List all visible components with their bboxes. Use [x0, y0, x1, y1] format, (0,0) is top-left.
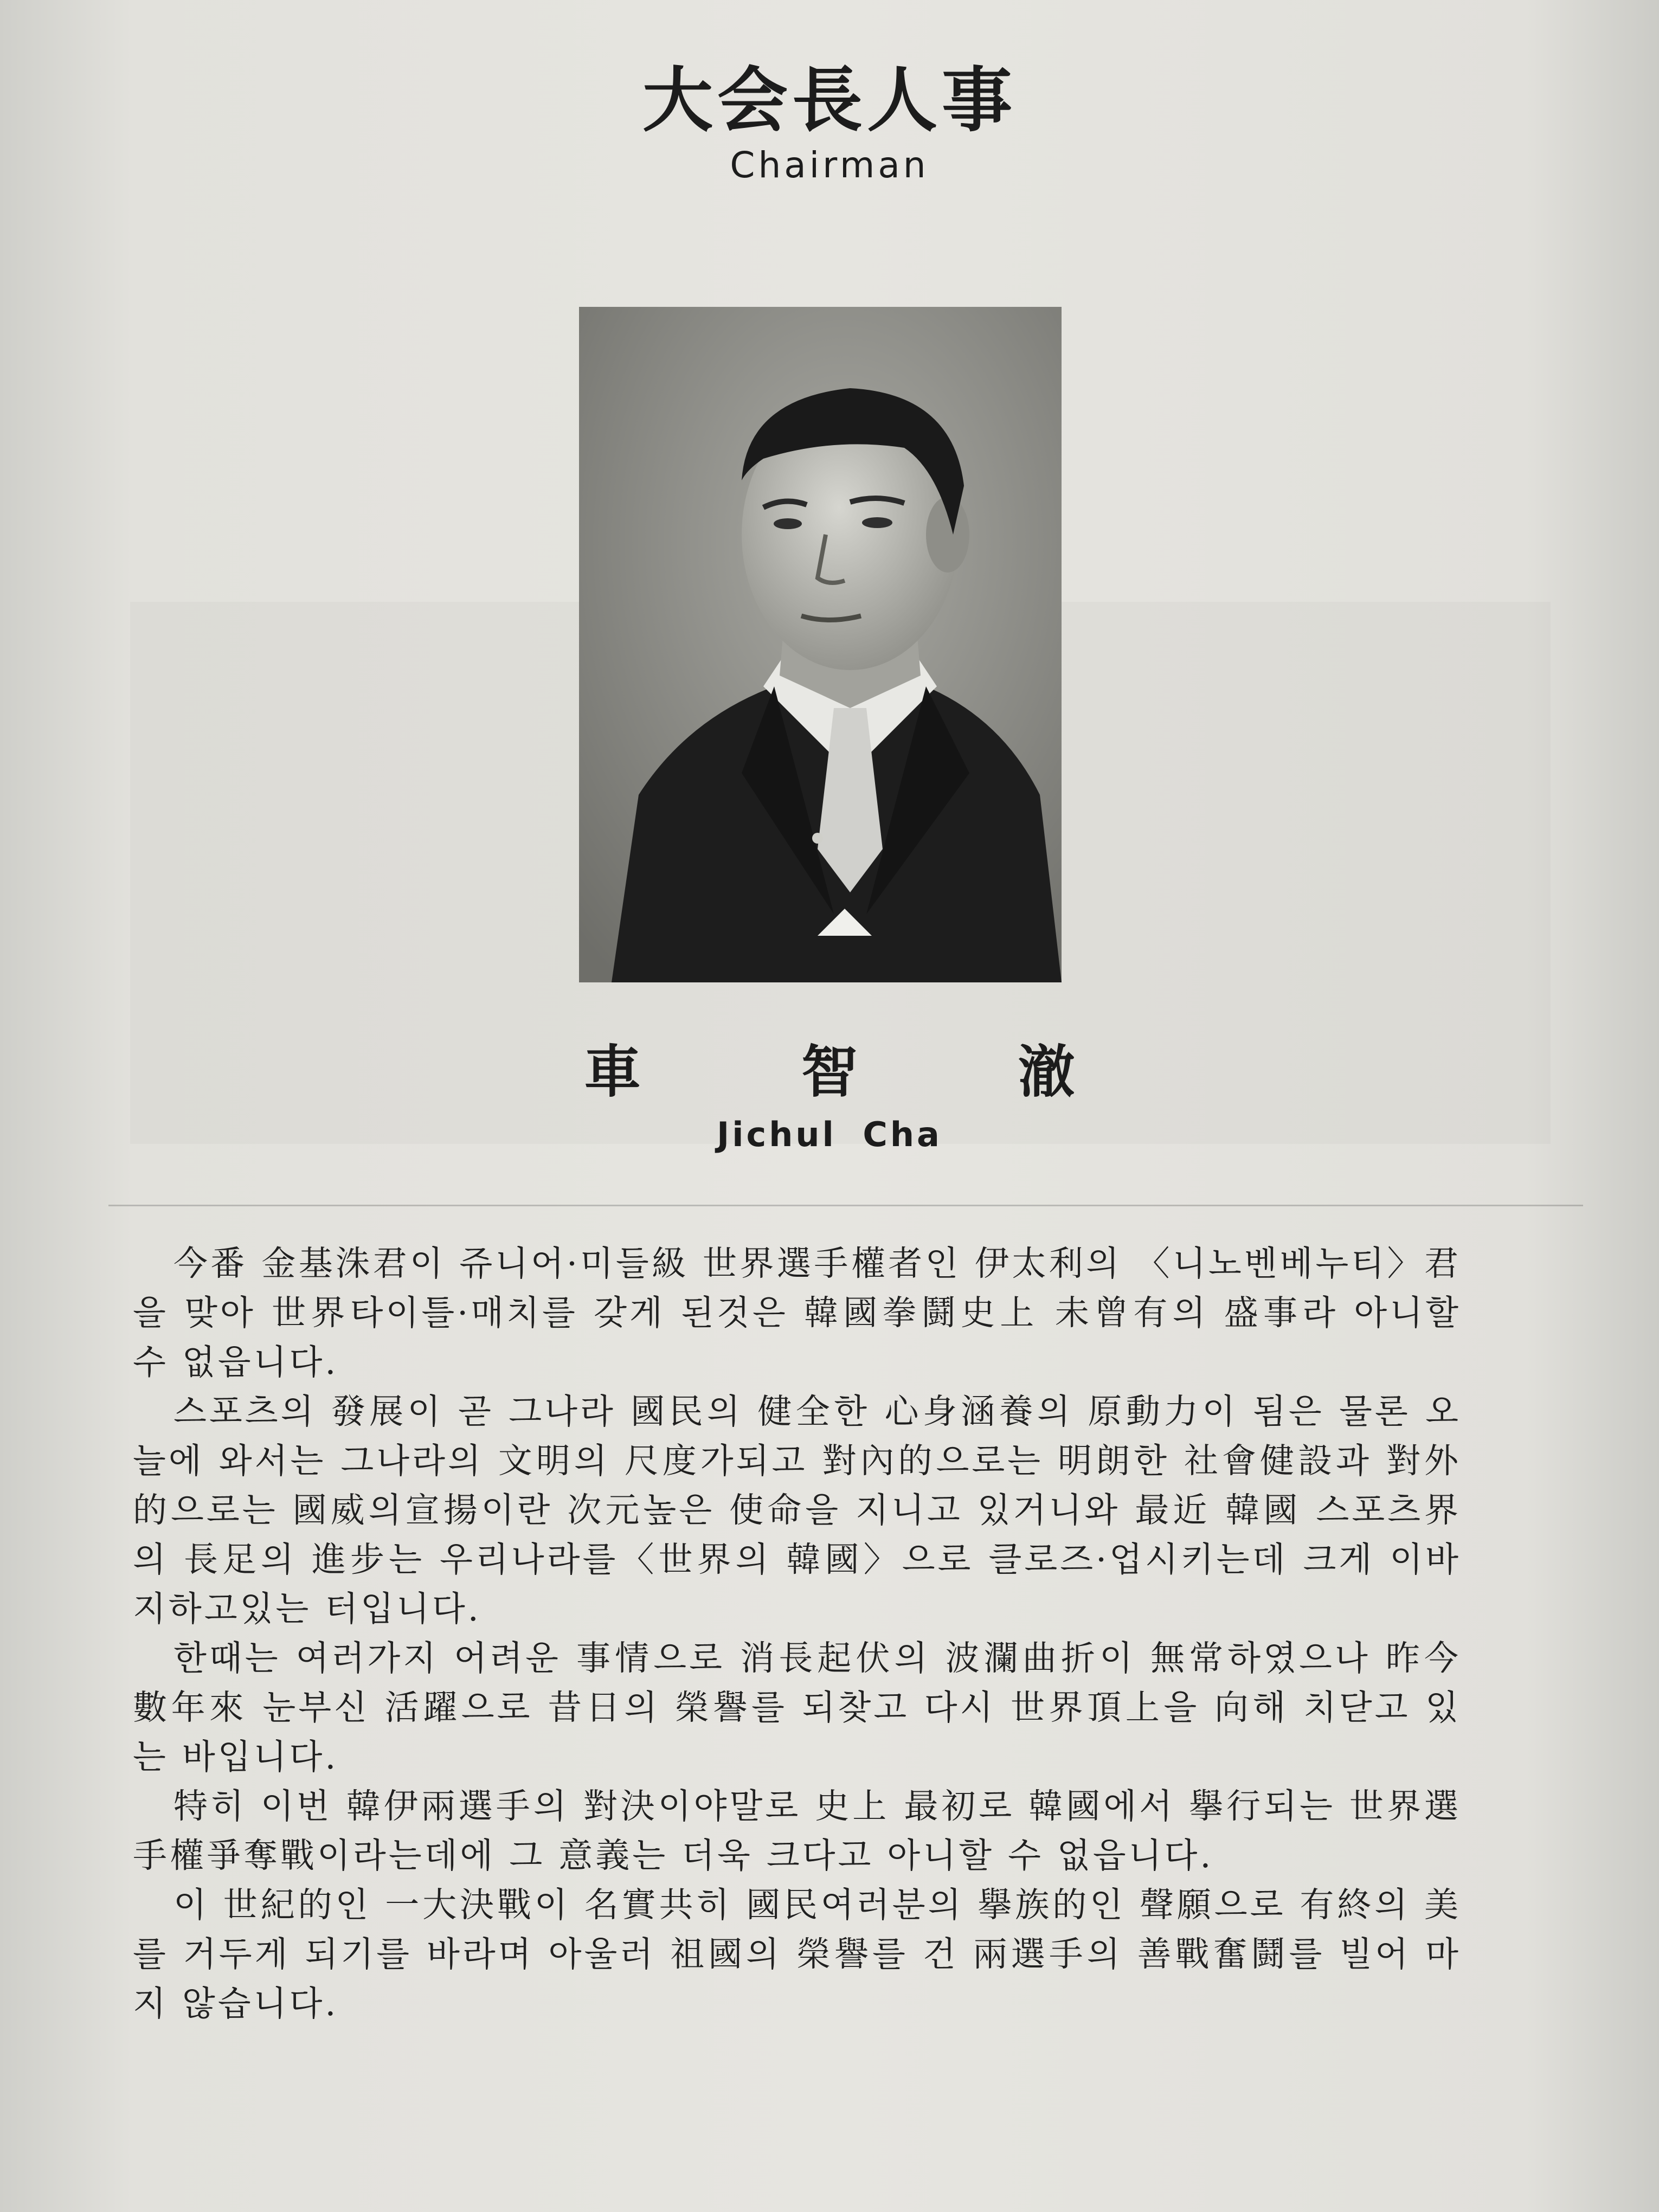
divider [108, 1205, 1583, 1206]
message-body [133, 1239, 1461, 2028]
person-name-korean: 車 智 澈 [584, 1039, 1146, 1105]
portrait-photo [579, 307, 1062, 982]
portrait-photo-icon [579, 307, 1062, 982]
paragraph: 한때는 여러가지 어려운 事情으로 消長起伏의 波瀾曲折이 無常하였으나 昨今數年來 눈부신 活躍으로 昔日의 榮譽를 되찾고 다시 世界頂上을 向해 치닫고 있는 바입니다. [133, 1638, 1461, 1777]
page-subtitle: Chairman [730, 144, 929, 186]
person-name-english: Jichul Cha [717, 1115, 942, 1154]
page-title: 大会長人事 [642, 59, 1017, 142]
paragraph: 特히 이번 韓伊兩選手의 對決이야말로 史上 最初로 韓國에서 擧行되는 世界選手權爭奪戰이라는데에 그 意義는 더욱 크다고 아니할 수 없읍니다. [133, 1786, 1461, 1875]
paragraph: 이 世紀的인 一大決戰이 名實共히 國民여러분의 擧族的인 聲願으로 有終의 美를 거두게 되기를 바라며 아울러 祖國의 榮譽를 건 兩選手의 善戰奮鬪를 빌어 마지 않습니다. [133, 1885, 1461, 2023]
paragraph: 스포츠의 發展이 곧 그나라 國民의 健全한 心身涵養의 原動力이 됨은 물론 오늘에 와서는 그나라의 文明의 尺度가되고 對內的으로는 明朗한 社會健設과 對外的으로는 國威의宣揚이란 次元높은 使命을 지니고 있거니와 最近 韓國 스포츠界의 長足의 進步는 우리나라를〈世界의 韓國〉으로 클로즈·업시키는데 크게 이바지하고있는 터입니다. [133, 1392, 1461, 1629]
paragraph: 今番 金基洙君이 쥬니어·미들級 世界選手權者인 伊太利의 〈니노벤베누티〉君을 맞아 世界타이틀·매치를 갖게 된것은 韓國拳鬪史上 未曾有의 盛事라 아니할 수 없읍니다. [133, 1244, 1461, 1382]
